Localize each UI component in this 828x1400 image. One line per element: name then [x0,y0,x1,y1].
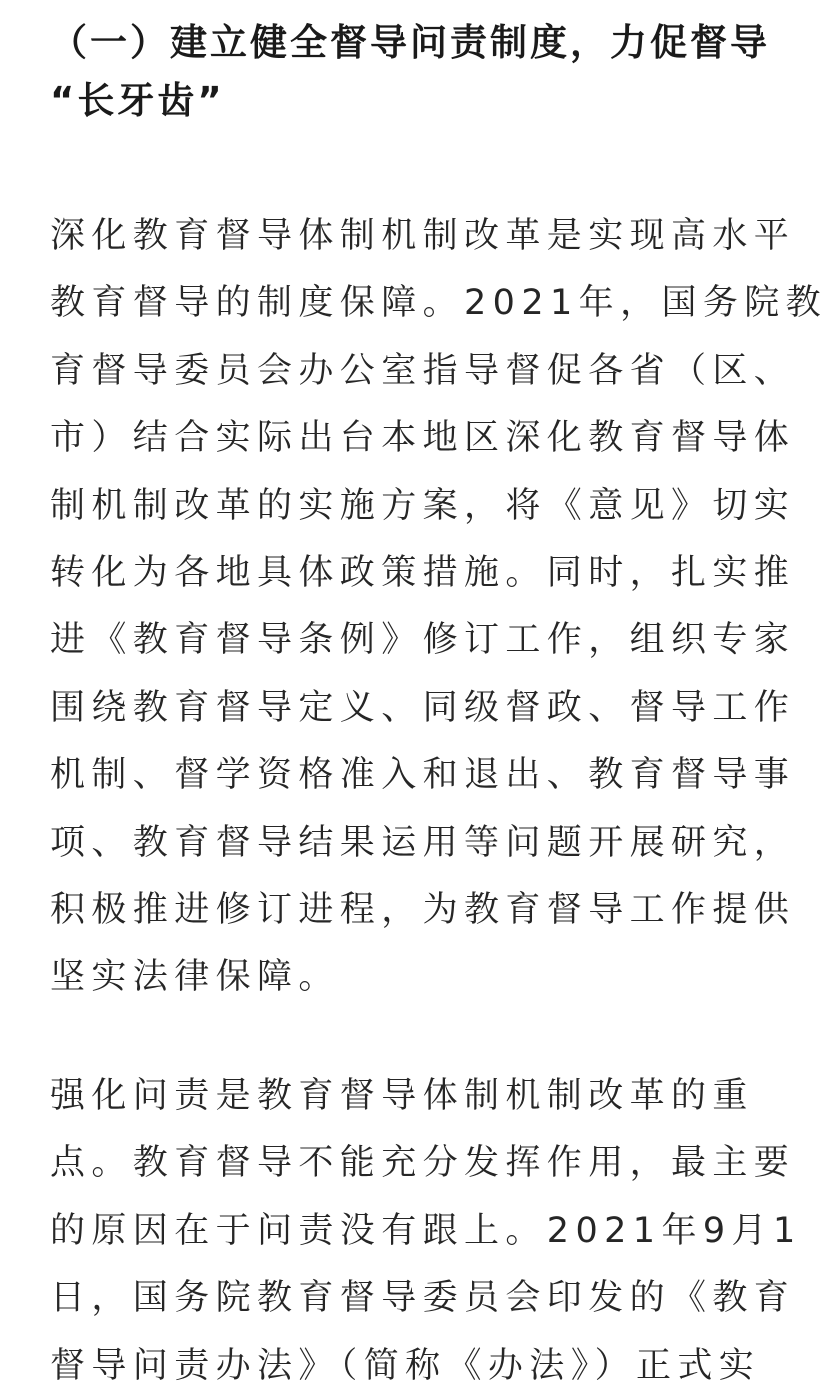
paragraph-line: 进《教育督导条例》修订工作，组织专家 [50,620,796,661]
paragraph-line: 深化教育督导体制机制改革是实现高水平 [50,216,796,256]
paragraph-line: 教育督导的制度保障。2021年，国务院教 [50,283,828,324]
heading-line: （一）建立健全督导问责制度，力促督导 [50,21,770,64]
paragraph-line: 市）结合实际出台本地区深化教育督导体 [50,418,796,459]
paragraph-line: 强化问责是教育督导体制机制改革的重 [50,1076,754,1116]
paragraph-line: 坚实法律保障。 [50,957,340,998]
paragraph-line: 日，国务院教育督导委员会印发的《教育 [50,1278,796,1319]
paragraph-line: 督导问责办法》（简称《办法》）正式实 [50,1345,761,1386]
paragraph-accountability [50,1063,802,1400]
section-heading [50,14,790,130]
paragraph-line: 点。教育督导不能充分发挥作用，最主要 [50,1143,796,1184]
paragraph-line: 的原因在于问责没有跟上。2021年9月1 [50,1210,802,1251]
paragraph-line: 围绕教育督导定义、同级督政、督导工作 [50,687,796,728]
paragraph-line: 育督导委员会办公室指导督促各省（区、 [50,350,796,391]
paragraph-line: 转化为各地具体政策措施。同时，扎实推 [50,553,796,594]
paragraph-line: 项、教育督导结果运用等问题开展研究， [50,822,796,863]
paragraph-line: 制机制改革的实施方案，将《意见》切实 [50,485,796,526]
heading-line: “长牙齿” [50,79,225,122]
paragraph-line: 机制、督学资格准入和退出、教育督导事 [50,755,796,796]
paragraph-line: 积极推进修订进程，为教育督导工作提供 [50,890,796,931]
paragraph-system-reform [50,203,828,1012]
